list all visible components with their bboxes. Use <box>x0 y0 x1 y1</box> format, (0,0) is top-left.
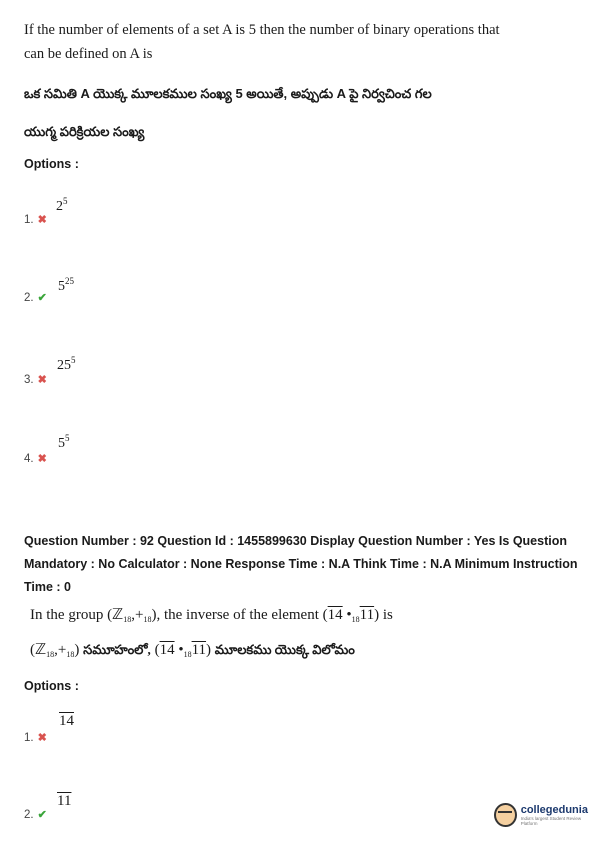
q2-te-word-1: సమూహంలో, <box>83 642 151 657</box>
q2-te-word-2: మూలకము యొక్క విలోమం <box>214 642 355 657</box>
metadata-line-2: Mandatory : No Calculator : None Response Time : N.A Think Time : N.A Minimum Instruction <box>24 557 578 571</box>
q2-option-2-number: 2. <box>24 808 34 821</box>
q1-option-2-exp: 25 <box>65 276 74 286</box>
q1-option-3-exp: 5 <box>71 355 76 365</box>
q2-option-1-number: 1. <box>24 731 34 744</box>
q2-en-mid: ,+ <box>131 607 144 623</box>
check-icon: ✔ <box>37 292 47 304</box>
q2-en-after-group: ), the inverse of the element ( <box>151 607 328 623</box>
cross-icon: ✖ <box>37 732 47 744</box>
collegedunia-logo <box>494 800 594 830</box>
q1-option-2-number: 2. <box>24 291 34 304</box>
q2-te-prefix: (ℤ <box>30 642 47 658</box>
q2-te-mid: ,+ <box>54 642 67 658</box>
question-2-english <box>30 605 393 624</box>
q2-en-elem-a: 14 <box>327 607 343 623</box>
question-2-metadata <box>24 530 584 599</box>
q2-option-2-value: 11 <box>57 793 72 809</box>
question-1-english <box>24 18 564 66</box>
q2-en-elem-b: 11 <box>359 607 375 623</box>
q1-option-4-base: 5 <box>58 436 65 451</box>
q2-en-prefix: In the group (ℤ <box>30 607 124 623</box>
q2-option-1-value: 14 <box>59 713 74 729</box>
q1-option-4[interactable] <box>24 452 47 465</box>
q2-option-2[interactable] <box>24 808 47 821</box>
logo-mascot-icon <box>494 803 517 827</box>
q2-te-elem-a: 14 <box>159 642 175 658</box>
logo-text <box>521 804 594 826</box>
q2-en-suffix: ) is <box>374 607 393 623</box>
q1-option-1-base: 2 <box>56 199 63 214</box>
check-icon: ✔ <box>37 809 47 821</box>
cross-icon: ✖ <box>37 214 47 226</box>
q2-te-elem-b: 11 <box>191 642 207 658</box>
q1-option-3-number: 3. <box>24 373 34 386</box>
q2-te-group-sub: 18 <box>46 650 55 659</box>
q2-en-dot-sub: 18 <box>351 615 360 624</box>
question-1-line-2: can be defined on A is <box>24 46 153 62</box>
logo-name: collegedunia <box>520 804 588 816</box>
q1-option-2-base: 5 <box>58 279 65 294</box>
cross-icon: ✖ <box>37 453 47 465</box>
q1-option-4-value <box>58 433 70 452</box>
q1-option-1[interactable] <box>24 213 47 226</box>
question-1-telugu-line-2: యుగ్మ పరిక్రియల సంఖ్య <box>24 124 145 139</box>
q1-option-3-base: 25 <box>57 358 71 373</box>
q1-option-4-exp: 5 <box>65 433 70 443</box>
q1-option-2[interactable] <box>24 291 47 304</box>
question-2-telugu: $(ℤ_{18},+_{18})$ సమూహంలో, (14 $•_{18}11$) మూలకము యొక్క విలోమం <box>30 642 355 659</box>
question-1-telugu-line-1: ఒక సమితి A యొక్క మూలకముల సంఖ్య 5 అయితే, అప్పుడు A పై నిర్వచించ గల <box>24 86 432 101</box>
question-1-line-1: If the number of elements of a set A is 5 then the number of binary operations that <box>24 22 500 38</box>
options-heading-1: Options : <box>24 157 79 171</box>
q2-en-dot: • <box>342 607 352 623</box>
q2-te-after-group: ) <box>74 642 80 658</box>
q2-te-dot: • <box>174 642 184 658</box>
options-heading-2: Options : <box>24 679 79 693</box>
logo-tagline: India's largest Student Review Platform <box>520 816 582 826</box>
q1-option-3[interactable] <box>24 373 47 386</box>
q1-option-4-number: 4. <box>24 452 34 465</box>
q1-option-3-value <box>57 355 76 374</box>
q2-option-1[interactable] <box>24 731 47 744</box>
cross-icon: ✖ <box>37 374 47 386</box>
q2-te-plus-sub: 18 <box>66 650 75 659</box>
q2-en-group-sub: 18 <box>123 615 132 624</box>
metadata-line-3: Time : 0 <box>24 580 72 594</box>
q1-option-1-number: 1. <box>24 213 34 226</box>
q1-option-1-value <box>56 196 68 215</box>
q1-option-2-value <box>58 276 74 295</box>
metadata-line-1: Question Number : 92 Question Id : 1455899630 Display Question Number : Yes Is Question <box>24 534 567 548</box>
q2-te-dot-sub: 18 <box>183 650 192 659</box>
q1-option-1-exp: 5 <box>63 196 68 206</box>
q2-en-plus-sub: 18 <box>143 615 152 624</box>
